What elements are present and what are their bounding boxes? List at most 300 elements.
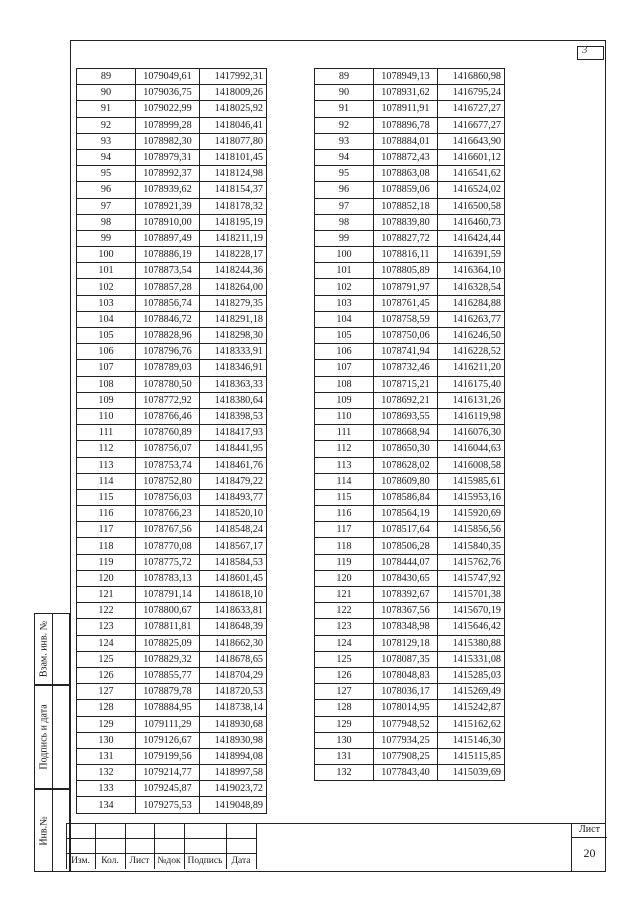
point-number: 98 bbox=[315, 214, 374, 230]
point-number: 104 bbox=[77, 311, 136, 327]
x-coordinate: 1078800,67 bbox=[136, 603, 200, 619]
point-number: 130 bbox=[315, 732, 374, 748]
table-row bbox=[315, 279, 505, 295]
point-number: 123 bbox=[315, 619, 374, 635]
point-number: 116 bbox=[315, 506, 374, 522]
point-number: 104 bbox=[315, 311, 374, 327]
y-coordinate: 1415646,42 bbox=[438, 619, 505, 635]
table-row bbox=[315, 587, 505, 603]
y-coordinate: 1418124,98 bbox=[200, 166, 267, 182]
point-number: 95 bbox=[77, 166, 136, 182]
y-coordinate: 1416263,77 bbox=[438, 311, 505, 327]
y-coordinate: 1415985,61 bbox=[438, 473, 505, 489]
y-coordinate: 1415920,69 bbox=[438, 506, 505, 522]
table-row bbox=[77, 716, 267, 732]
table-row bbox=[315, 425, 505, 441]
x-coordinate: 1078129,18 bbox=[374, 635, 438, 651]
y-coordinate: 1416860,98 bbox=[438, 69, 505, 85]
y-coordinate: 1415670,19 bbox=[438, 603, 505, 619]
x-coordinate: 1078758,59 bbox=[374, 311, 438, 327]
sheet-number-box bbox=[571, 823, 607, 872]
y-coordinate: 1416175,40 bbox=[438, 376, 505, 392]
x-coordinate: 1078910,00 bbox=[136, 214, 200, 230]
x-coordinate: 1078879,78 bbox=[136, 684, 200, 700]
table-row bbox=[77, 667, 267, 683]
y-coordinate: 1418930,98 bbox=[200, 732, 267, 748]
table-row bbox=[315, 328, 505, 344]
y-coordinate: 1415762,76 bbox=[438, 554, 505, 570]
x-coordinate: 1078783,13 bbox=[136, 570, 200, 586]
point-number: 126 bbox=[315, 667, 374, 683]
point-number: 118 bbox=[77, 538, 136, 554]
point-number: 121 bbox=[77, 587, 136, 603]
table-row bbox=[315, 473, 505, 489]
table-row bbox=[315, 198, 505, 214]
point-number: 96 bbox=[315, 182, 374, 198]
y-coordinate: 1418662,30 bbox=[200, 635, 267, 651]
x-coordinate: 1078048,83 bbox=[374, 667, 438, 683]
y-coordinate: 1418520,10 bbox=[200, 506, 267, 522]
sidebar-label-vzam: Взам. инв. № bbox=[38, 620, 49, 678]
y-coordinate: 1418601,45 bbox=[200, 570, 267, 586]
point-number: 128 bbox=[315, 700, 374, 716]
table-row bbox=[77, 214, 267, 230]
point-number: 92 bbox=[77, 117, 136, 133]
x-coordinate: 1078855,77 bbox=[136, 667, 200, 683]
x-coordinate: 1078732,46 bbox=[374, 360, 438, 376]
point-number: 105 bbox=[77, 328, 136, 344]
y-coordinate: 1415269,49 bbox=[438, 684, 505, 700]
point-number: 125 bbox=[315, 651, 374, 667]
y-coordinate: 1415115,85 bbox=[438, 748, 505, 764]
y-coordinate: 1418678,65 bbox=[200, 651, 267, 667]
point-number: 112 bbox=[77, 441, 136, 457]
y-coordinate: 1416601,12 bbox=[438, 149, 505, 165]
x-coordinate: 1079275,53 bbox=[136, 797, 200, 813]
point-number: 110 bbox=[77, 408, 136, 424]
point-number: 134 bbox=[77, 797, 136, 813]
point-number: 121 bbox=[315, 587, 374, 603]
y-coordinate: 1415856,56 bbox=[438, 522, 505, 538]
point-number: 105 bbox=[315, 328, 374, 344]
x-coordinate: 1078430,65 bbox=[374, 570, 438, 586]
y-coordinate: 1416008,58 bbox=[438, 457, 505, 473]
table-row bbox=[315, 538, 505, 554]
point-number: 131 bbox=[315, 748, 374, 764]
table-row bbox=[315, 441, 505, 457]
point-number: 129 bbox=[315, 716, 374, 732]
point-number: 93 bbox=[77, 133, 136, 149]
x-coordinate: 1079199,56 bbox=[136, 748, 200, 764]
coordinates-table-right bbox=[314, 68, 505, 781]
sidebar-cell-inv bbox=[34, 789, 70, 872]
x-coordinate: 1078789,03 bbox=[136, 360, 200, 376]
point-number: 106 bbox=[315, 344, 374, 360]
table-row bbox=[77, 700, 267, 716]
table-row bbox=[315, 635, 505, 651]
y-coordinate: 1418461,76 bbox=[200, 457, 267, 473]
point-number: 115 bbox=[315, 489, 374, 505]
table-row bbox=[77, 765, 267, 781]
point-number: 101 bbox=[77, 263, 136, 279]
table-row bbox=[315, 667, 505, 683]
point-number: 93 bbox=[315, 133, 374, 149]
point-number: 133 bbox=[77, 781, 136, 797]
left-sidebar-stamp bbox=[34, 613, 70, 872]
table-row bbox=[315, 603, 505, 619]
table-row bbox=[77, 279, 267, 295]
point-number: 109 bbox=[315, 392, 374, 408]
table-row bbox=[77, 101, 267, 117]
table-row bbox=[77, 506, 267, 522]
point-number: 97 bbox=[77, 198, 136, 214]
point-number: 91 bbox=[77, 101, 136, 117]
point-number: 111 bbox=[315, 425, 374, 441]
point-number: 108 bbox=[77, 376, 136, 392]
table-row bbox=[77, 247, 267, 263]
x-coordinate: 1078692,21 bbox=[374, 392, 438, 408]
table-row bbox=[77, 69, 267, 85]
table-row bbox=[77, 781, 267, 797]
point-number: 131 bbox=[77, 748, 136, 764]
y-coordinate: 1416284,88 bbox=[438, 295, 505, 311]
point-number: 90 bbox=[77, 85, 136, 101]
table-row bbox=[315, 295, 505, 311]
point-number: 113 bbox=[77, 457, 136, 473]
y-coordinate: 1416364,10 bbox=[438, 263, 505, 279]
point-number: 90 bbox=[315, 85, 374, 101]
point-number: 122 bbox=[77, 603, 136, 619]
table-row bbox=[315, 247, 505, 263]
y-coordinate: 1416500,58 bbox=[438, 198, 505, 214]
point-number: 115 bbox=[77, 489, 136, 505]
point-number: 97 bbox=[315, 198, 374, 214]
y-coordinate: 1416643,90 bbox=[438, 133, 505, 149]
x-coordinate: 1078863,08 bbox=[374, 166, 438, 182]
point-number: 130 bbox=[77, 732, 136, 748]
x-coordinate: 1078609,80 bbox=[374, 473, 438, 489]
table-row bbox=[315, 133, 505, 149]
table-row bbox=[315, 69, 505, 85]
y-coordinate: 1418441,95 bbox=[200, 441, 267, 457]
x-coordinate: 1078586,84 bbox=[374, 489, 438, 505]
point-number: 103 bbox=[77, 295, 136, 311]
point-number: 124 bbox=[315, 635, 374, 651]
x-coordinate: 1078780,50 bbox=[136, 376, 200, 392]
x-coordinate: 1078921,39 bbox=[136, 198, 200, 214]
x-coordinate: 1078036,17 bbox=[374, 684, 438, 700]
y-coordinate: 1416524,02 bbox=[438, 182, 505, 198]
table-row bbox=[77, 489, 267, 505]
sidebar-cell-podpis bbox=[34, 685, 70, 789]
table-row bbox=[77, 198, 267, 214]
x-coordinate: 1078982,30 bbox=[136, 133, 200, 149]
y-coordinate: 1415039,69 bbox=[438, 765, 505, 781]
x-coordinate: 1078872,43 bbox=[374, 149, 438, 165]
y-coordinate: 1416424,44 bbox=[438, 230, 505, 246]
point-number: 102 bbox=[77, 279, 136, 295]
table-row bbox=[315, 214, 505, 230]
point-number: 124 bbox=[77, 635, 136, 651]
y-coordinate: 1418398,53 bbox=[200, 408, 267, 424]
y-coordinate: 1418291,18 bbox=[200, 311, 267, 327]
sidebar-label-inv: Инв.№ bbox=[38, 815, 49, 846]
y-coordinate: 1418298,30 bbox=[200, 328, 267, 344]
x-coordinate: 1077948,52 bbox=[374, 716, 438, 732]
x-coordinate: 1078761,45 bbox=[374, 295, 438, 311]
y-coordinate: 1419023,72 bbox=[200, 781, 267, 797]
y-coordinate: 1415285,03 bbox=[438, 667, 505, 683]
y-coordinate: 1418548,24 bbox=[200, 522, 267, 538]
x-coordinate: 1078846,72 bbox=[136, 311, 200, 327]
point-number: 89 bbox=[315, 69, 374, 85]
point-number: 120 bbox=[77, 570, 136, 586]
table-row bbox=[77, 408, 267, 424]
y-coordinate: 1418479,22 bbox=[200, 473, 267, 489]
table-row bbox=[77, 263, 267, 279]
x-coordinate: 1078857,28 bbox=[136, 279, 200, 295]
y-coordinate: 1415380,88 bbox=[438, 635, 505, 651]
table-row bbox=[77, 732, 267, 748]
x-coordinate: 1078770,08 bbox=[136, 538, 200, 554]
y-coordinate: 1418997,58 bbox=[200, 765, 267, 781]
y-coordinate: 1415747,92 bbox=[438, 570, 505, 586]
x-coordinate: 1078753,74 bbox=[136, 457, 200, 473]
point-number: 106 bbox=[77, 344, 136, 360]
y-coordinate: 1418493,77 bbox=[200, 489, 267, 505]
x-coordinate: 1078444,07 bbox=[374, 554, 438, 570]
table-row bbox=[315, 554, 505, 570]
x-coordinate: 1078752,80 bbox=[136, 473, 200, 489]
x-coordinate: 1078650,30 bbox=[374, 441, 438, 457]
y-coordinate: 1418077,80 bbox=[200, 133, 267, 149]
x-coordinate: 1078949,13 bbox=[374, 69, 438, 85]
y-coordinate: 1418025,92 bbox=[200, 101, 267, 117]
x-coordinate: 1078896,78 bbox=[374, 117, 438, 133]
x-coordinate: 1078772,92 bbox=[136, 392, 200, 408]
y-coordinate: 1415331,08 bbox=[438, 651, 505, 667]
x-coordinate: 1078750,06 bbox=[374, 328, 438, 344]
point-number: 123 bbox=[77, 619, 136, 635]
x-coordinate: 1079049,61 bbox=[136, 69, 200, 85]
point-number: 103 bbox=[315, 295, 374, 311]
y-coordinate: 1416391,59 bbox=[438, 247, 505, 263]
y-coordinate: 1418346,91 bbox=[200, 360, 267, 376]
point-number: 132 bbox=[77, 765, 136, 781]
sheet-number: 20 bbox=[583, 846, 596, 860]
x-coordinate: 1078992,37 bbox=[136, 166, 200, 182]
table-row bbox=[315, 684, 505, 700]
x-coordinate: 1078931,62 bbox=[374, 85, 438, 101]
table-row bbox=[77, 182, 267, 198]
coordinates-table-left bbox=[76, 68, 267, 814]
y-coordinate: 1416541,62 bbox=[438, 166, 505, 182]
table-row bbox=[77, 328, 267, 344]
table-row bbox=[315, 489, 505, 505]
table-row bbox=[315, 748, 505, 764]
x-coordinate: 1078715,21 bbox=[374, 376, 438, 392]
x-coordinate: 1078825,09 bbox=[136, 635, 200, 651]
y-coordinate: 1415146,30 bbox=[438, 732, 505, 748]
y-coordinate: 1418363,33 bbox=[200, 376, 267, 392]
table-row bbox=[77, 538, 267, 554]
point-number: 100 bbox=[315, 247, 374, 263]
x-coordinate: 1077843,40 bbox=[374, 765, 438, 781]
y-coordinate: 1418738,14 bbox=[200, 700, 267, 716]
y-coordinate: 1418244,36 bbox=[200, 263, 267, 279]
y-coordinate: 1418264,00 bbox=[200, 279, 267, 295]
y-coordinate: 1416076,30 bbox=[438, 425, 505, 441]
point-number: 114 bbox=[315, 473, 374, 489]
x-coordinate: 1078999,28 bbox=[136, 117, 200, 133]
x-coordinate: 1078811,81 bbox=[136, 619, 200, 635]
point-number: 91 bbox=[315, 101, 374, 117]
y-coordinate: 1418178,32 bbox=[200, 198, 267, 214]
x-coordinate: 1079022,99 bbox=[136, 101, 200, 117]
table-row bbox=[77, 635, 267, 651]
x-coordinate: 1078756,07 bbox=[136, 441, 200, 457]
stamp-label-list: Лист bbox=[129, 856, 150, 866]
table-row bbox=[77, 166, 267, 182]
table-row bbox=[77, 748, 267, 764]
stamp-label-data: Дата bbox=[231, 856, 251, 866]
x-coordinate: 1078367,56 bbox=[374, 603, 438, 619]
table-row bbox=[315, 651, 505, 667]
x-coordinate: 1079126,67 bbox=[136, 732, 200, 748]
stamp-label-kol: Кол. bbox=[101, 856, 119, 866]
point-number: 120 bbox=[315, 570, 374, 586]
table-row bbox=[315, 182, 505, 198]
y-coordinate: 1416677,27 bbox=[438, 117, 505, 133]
point-number: 111 bbox=[77, 425, 136, 441]
table-row bbox=[77, 230, 267, 246]
table-row bbox=[315, 85, 505, 101]
x-coordinate: 1078392,67 bbox=[374, 587, 438, 603]
table-row bbox=[77, 554, 267, 570]
table-row bbox=[315, 311, 505, 327]
y-coordinate: 1416460,73 bbox=[438, 214, 505, 230]
x-coordinate: 1078087,35 bbox=[374, 651, 438, 667]
point-number: 92 bbox=[315, 117, 374, 133]
table-row bbox=[315, 506, 505, 522]
table-row bbox=[77, 651, 267, 667]
point-number: 112 bbox=[315, 441, 374, 457]
y-coordinate: 1415953,16 bbox=[438, 489, 505, 505]
table-row bbox=[315, 344, 505, 360]
stamp-label-izm: Изм. bbox=[71, 856, 90, 866]
point-number: 99 bbox=[77, 230, 136, 246]
point-number: 107 bbox=[77, 360, 136, 376]
table-row bbox=[315, 392, 505, 408]
x-coordinate: 1078829,32 bbox=[136, 651, 200, 667]
x-coordinate: 1077908,25 bbox=[374, 748, 438, 764]
y-coordinate: 1418211,19 bbox=[200, 230, 267, 246]
table-row bbox=[315, 230, 505, 246]
point-number: 109 bbox=[77, 392, 136, 408]
x-coordinate: 1078979,31 bbox=[136, 149, 200, 165]
point-number: 108 bbox=[315, 376, 374, 392]
point-number: 118 bbox=[315, 538, 374, 554]
point-number: 114 bbox=[77, 473, 136, 489]
point-number: 127 bbox=[315, 684, 374, 700]
point-number: 94 bbox=[315, 149, 374, 165]
x-coordinate: 1078760,89 bbox=[136, 425, 200, 441]
x-coordinate: 1078939,62 bbox=[136, 182, 200, 198]
table-row bbox=[77, 441, 267, 457]
stamp-label-podpis: Подпись bbox=[187, 856, 223, 866]
table-row bbox=[77, 344, 267, 360]
x-coordinate: 1078856,74 bbox=[136, 295, 200, 311]
x-coordinate: 1078791,14 bbox=[136, 587, 200, 603]
point-number: 122 bbox=[315, 603, 374, 619]
point-number: 128 bbox=[77, 700, 136, 716]
table-row bbox=[315, 457, 505, 473]
point-number: 119 bbox=[77, 554, 136, 570]
point-number: 117 bbox=[315, 522, 374, 538]
x-coordinate: 1078897,49 bbox=[136, 230, 200, 246]
y-coordinate: 1418228,17 bbox=[200, 247, 267, 263]
x-coordinate: 1078766,46 bbox=[136, 408, 200, 424]
y-coordinate: 1418633,81 bbox=[200, 603, 267, 619]
y-coordinate: 1418154,37 bbox=[200, 182, 267, 198]
table-row bbox=[315, 732, 505, 748]
y-coordinate: 1416211,20 bbox=[438, 360, 505, 376]
point-number: 94 bbox=[77, 149, 136, 165]
x-coordinate: 1078775,72 bbox=[136, 554, 200, 570]
table-row bbox=[315, 716, 505, 732]
x-coordinate: 1078756,03 bbox=[136, 489, 200, 505]
y-coordinate: 1418417,93 bbox=[200, 425, 267, 441]
point-number: 113 bbox=[315, 457, 374, 473]
point-number: 126 bbox=[77, 667, 136, 683]
y-coordinate: 1416131,26 bbox=[438, 392, 505, 408]
table-row bbox=[77, 295, 267, 311]
x-coordinate: 1078839,80 bbox=[374, 214, 438, 230]
point-number: 127 bbox=[77, 684, 136, 700]
table-row bbox=[77, 376, 267, 392]
x-coordinate: 1078873,54 bbox=[136, 263, 200, 279]
point-number: 95 bbox=[315, 166, 374, 182]
table-row bbox=[315, 700, 505, 716]
point-number: 129 bbox=[77, 716, 136, 732]
x-coordinate: 1078859,06 bbox=[374, 182, 438, 198]
x-coordinate: 1078741,94 bbox=[374, 344, 438, 360]
point-number: 125 bbox=[77, 651, 136, 667]
table-row bbox=[315, 570, 505, 586]
sheet-label: Лист bbox=[579, 824, 600, 835]
table-row bbox=[315, 101, 505, 117]
point-number: 99 bbox=[315, 230, 374, 246]
title-block bbox=[66, 823, 256, 869]
x-coordinate: 1078628,02 bbox=[374, 457, 438, 473]
x-coordinate: 1078348,98 bbox=[374, 619, 438, 635]
y-coordinate: 1418584,53 bbox=[200, 554, 267, 570]
table-row bbox=[77, 425, 267, 441]
table-row bbox=[77, 457, 267, 473]
table-row bbox=[77, 133, 267, 149]
x-coordinate: 1079214,77 bbox=[136, 765, 200, 781]
y-coordinate: 1418195,19 bbox=[200, 214, 267, 230]
x-coordinate: 1078886,19 bbox=[136, 247, 200, 263]
table-row bbox=[315, 263, 505, 279]
y-coordinate: 1418648,39 bbox=[200, 619, 267, 635]
y-coordinate: 1416328,54 bbox=[438, 279, 505, 295]
table-row bbox=[77, 360, 267, 376]
point-number: 110 bbox=[315, 408, 374, 424]
x-coordinate: 1078828,96 bbox=[136, 328, 200, 344]
table-row bbox=[77, 587, 267, 603]
y-coordinate: 1416228,52 bbox=[438, 344, 505, 360]
